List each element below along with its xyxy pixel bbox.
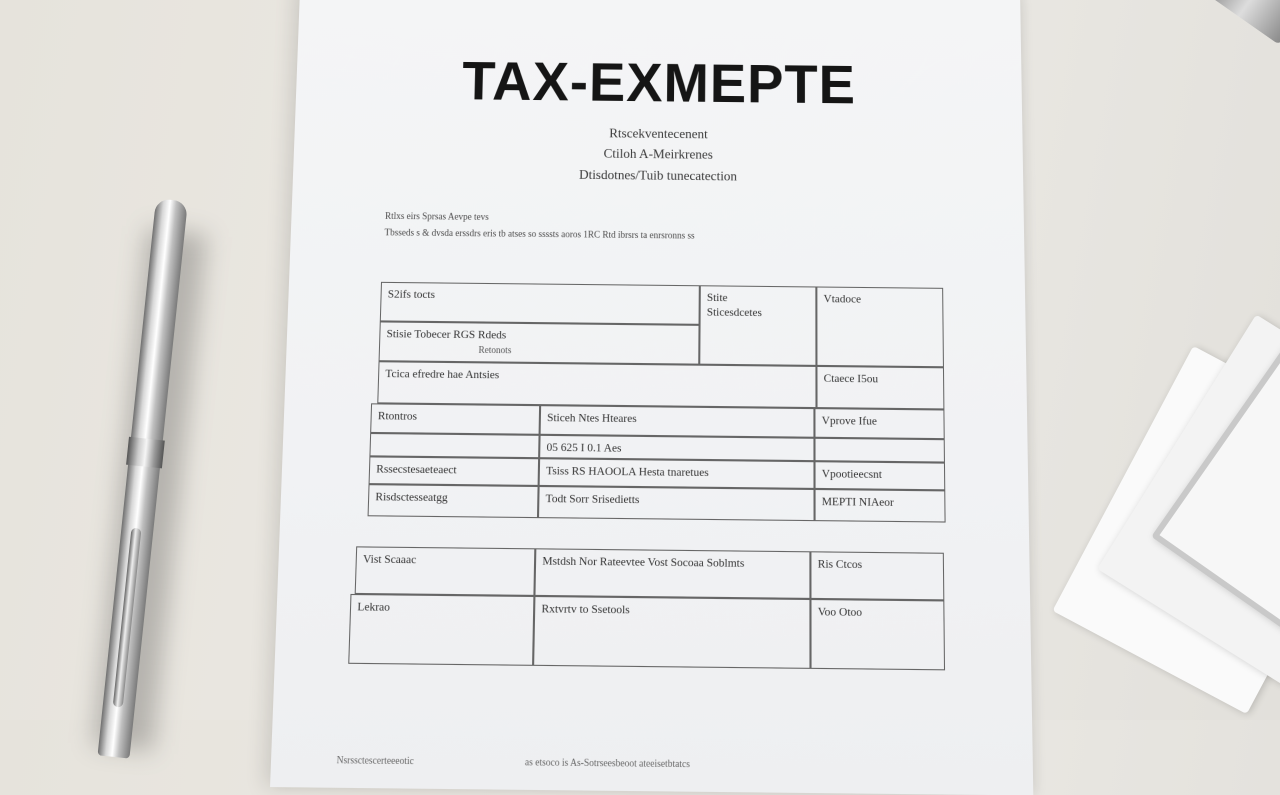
table-cell: Rxtvrtv to Ssetools <box>533 596 810 669</box>
document-title: TAX-EXMEPTE <box>461 50 857 116</box>
intro-text-line: Tbsseds s & dvsda erssdrs eris tb atses so ssssts aoros 1RC Rtd ibrsrs ta enrsronns ss <box>384 227 695 241</box>
table-cell: Risdsctesseatgg <box>368 484 539 518</box>
cell-subline: Retonots <box>478 344 512 356</box>
table-cell <box>699 285 816 366</box>
table-cell: MEPTI NIAeor <box>815 489 946 523</box>
tax-form-document <box>270 0 1033 795</box>
binder-clip <box>1198 0 1280 45</box>
table-cell: Rssecstesaeteaect <box>369 456 540 486</box>
cell-line: Sticesdcetes <box>706 306 762 320</box>
footer-note: Nsrssctescerteeeotic <box>336 754 414 767</box>
table-cell: Tsiss RS HAOOLA Hesta tnaretues <box>539 458 815 489</box>
table-cell: Ctaece I5ou <box>816 366 944 410</box>
document-subtitle-line: Ctiloh A-Meirkrenes <box>603 145 713 162</box>
table-cell: 05 625 I 0.1 Aes <box>539 435 814 461</box>
table-cell: Lekrao <box>348 594 534 666</box>
table-cell: Rtontros <box>370 403 540 434</box>
table-cell: Tcica efredre hae Antsies <box>377 361 816 408</box>
table-cell: Vpootieecsnt <box>814 461 945 490</box>
table-cell: Vist Scaaac <box>355 546 536 596</box>
table-cell <box>379 321 700 364</box>
table-cell <box>814 438 945 463</box>
table-cell: S2ifs tocts <box>380 282 700 325</box>
cell-line: Stite <box>706 291 728 305</box>
table-cell <box>369 433 539 458</box>
table-cell: Mstdsh Nor Rateevtee Vost Socoaa Soblmts <box>534 548 810 599</box>
document-subtitle-line: Dtisdotnes/Tuib tunecatection <box>578 166 738 184</box>
table-cell: Sticeh Ntes Hteares <box>540 405 815 438</box>
table-cell: Vtadoce <box>816 286 944 367</box>
footer-note: as etsoco is As-Sotrseesbeoot ateeisetbtatcs <box>524 756 690 770</box>
cell-line: Stisie Tobecer RGS Rdeds <box>386 327 507 342</box>
pen-band <box>126 437 165 469</box>
table-cell: Ris Ctcos <box>810 551 944 600</box>
table-cell: Vprove Ifue <box>814 408 944 439</box>
document-subtitle-line: Rtscekventecenent <box>609 125 708 142</box>
intro-text-line: Rtlxs eirs Sprsas Aevpe tevs <box>384 210 489 222</box>
table-cell: Todt Sorr Srisedietts <box>538 486 815 521</box>
table-cell: Voo Otoo <box>810 599 945 670</box>
